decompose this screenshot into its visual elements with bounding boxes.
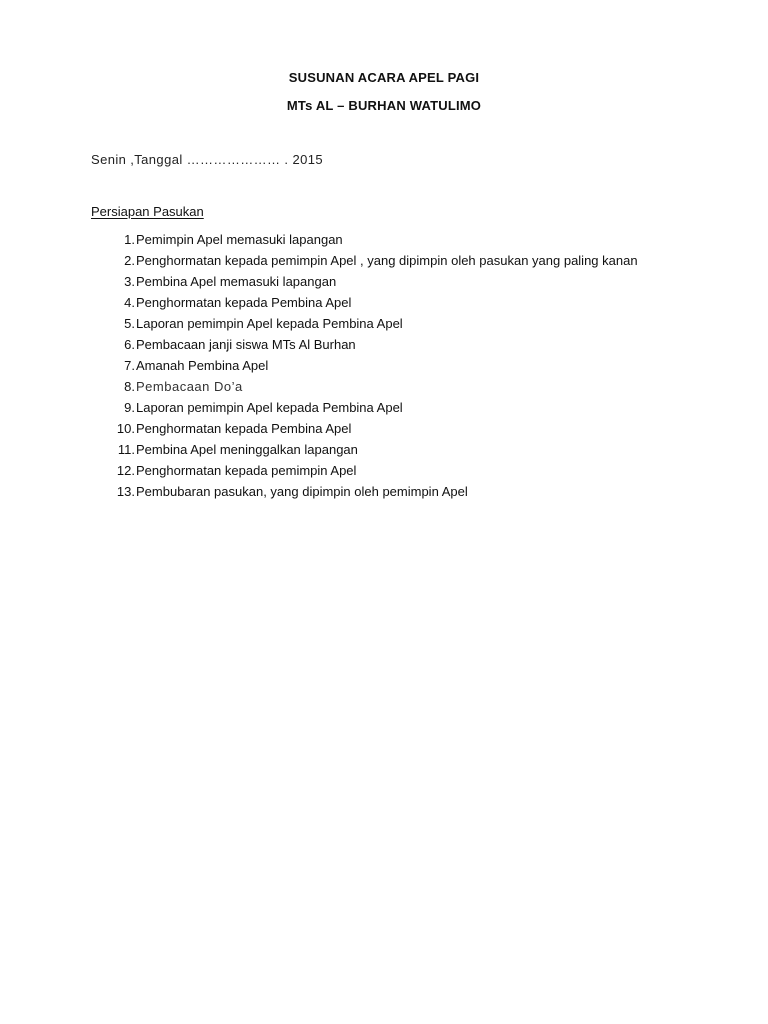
agenda-item [0, 292, 768, 313]
agenda-item-text: Amanah Pembina Apel [136, 358, 269, 373]
document-title: SUSUNAN ACARA APEL PAGI [288, 70, 480, 85]
agenda-item [0, 418, 768, 439]
agenda-item-text: Penghormatan kepada Pembina Apel [136, 421, 352, 436]
agenda-item-number: 4. [124, 295, 135, 310]
agenda-item-text: Pembina Apel memasuki lapangan [136, 274, 337, 289]
agenda-item-text: Pemimpin Apel memasuki lapangan [136, 232, 343, 247]
agenda-item [0, 229, 768, 250]
agenda-item-text: Pembubaran pasukan, yang dipimpin oleh pemimpin Apel [136, 484, 468, 499]
agenda-item [0, 271, 768, 292]
agenda-item-text: Penghormatan kepada Pembina Apel [136, 295, 352, 310]
agenda-item-number: 10. [116, 421, 135, 436]
agenda-item-text: Pembina Apel meninggalkan lapangan [136, 442, 358, 457]
agenda-item-number: 9. [124, 400, 135, 415]
agenda-item-text: Penghormatan kepada pemimpin Apel [136, 463, 357, 478]
agenda-item-number: 1. [124, 232, 135, 247]
agenda-item-number: 5. [124, 316, 135, 331]
agenda-item-text: Laporan pemimpin Apel kepada Pembina Apel [136, 400, 403, 415]
agenda-item [0, 334, 768, 355]
agenda-item-number: 6. [124, 337, 135, 352]
document-subtitle: MTs AL – BURHAN WATULIMO [286, 98, 482, 113]
agenda-item-text: Penghormatan kepada pemimpin Apel , yang dipimpin oleh pasukan yang paling kanan [136, 253, 638, 268]
agenda-item-text: Pembacaan janji siswa MTs Al Burhan [136, 337, 356, 352]
agenda-item-text: Pembacaan Do’a [136, 379, 243, 394]
agenda-item [0, 313, 768, 334]
date-line: Senin ,Tanggal ………………… . 2015 [91, 152, 323, 167]
agenda-item [0, 250, 768, 271]
agenda-item-number: 13. [116, 484, 135, 499]
agenda-item [0, 355, 768, 376]
agenda-item-number: 12. [116, 463, 135, 478]
section-heading: Persiapan Pasukan [91, 204, 204, 219]
agenda-item-number: 2. [124, 253, 135, 268]
agenda-item [0, 376, 768, 397]
agenda-item [0, 439, 768, 460]
agenda-item [0, 481, 768, 502]
agenda-list [0, 229, 768, 502]
agenda-item-number: 7. [124, 358, 135, 373]
agenda-item-number: 3. [124, 274, 135, 289]
agenda-item-number: 11. [117, 442, 135, 457]
agenda-item [0, 460, 768, 481]
agenda-item-text: Laporan pemimpin Apel kepada Pembina Apel [136, 316, 403, 331]
agenda-item [0, 397, 768, 418]
agenda-item-number: 8. [124, 379, 135, 394]
